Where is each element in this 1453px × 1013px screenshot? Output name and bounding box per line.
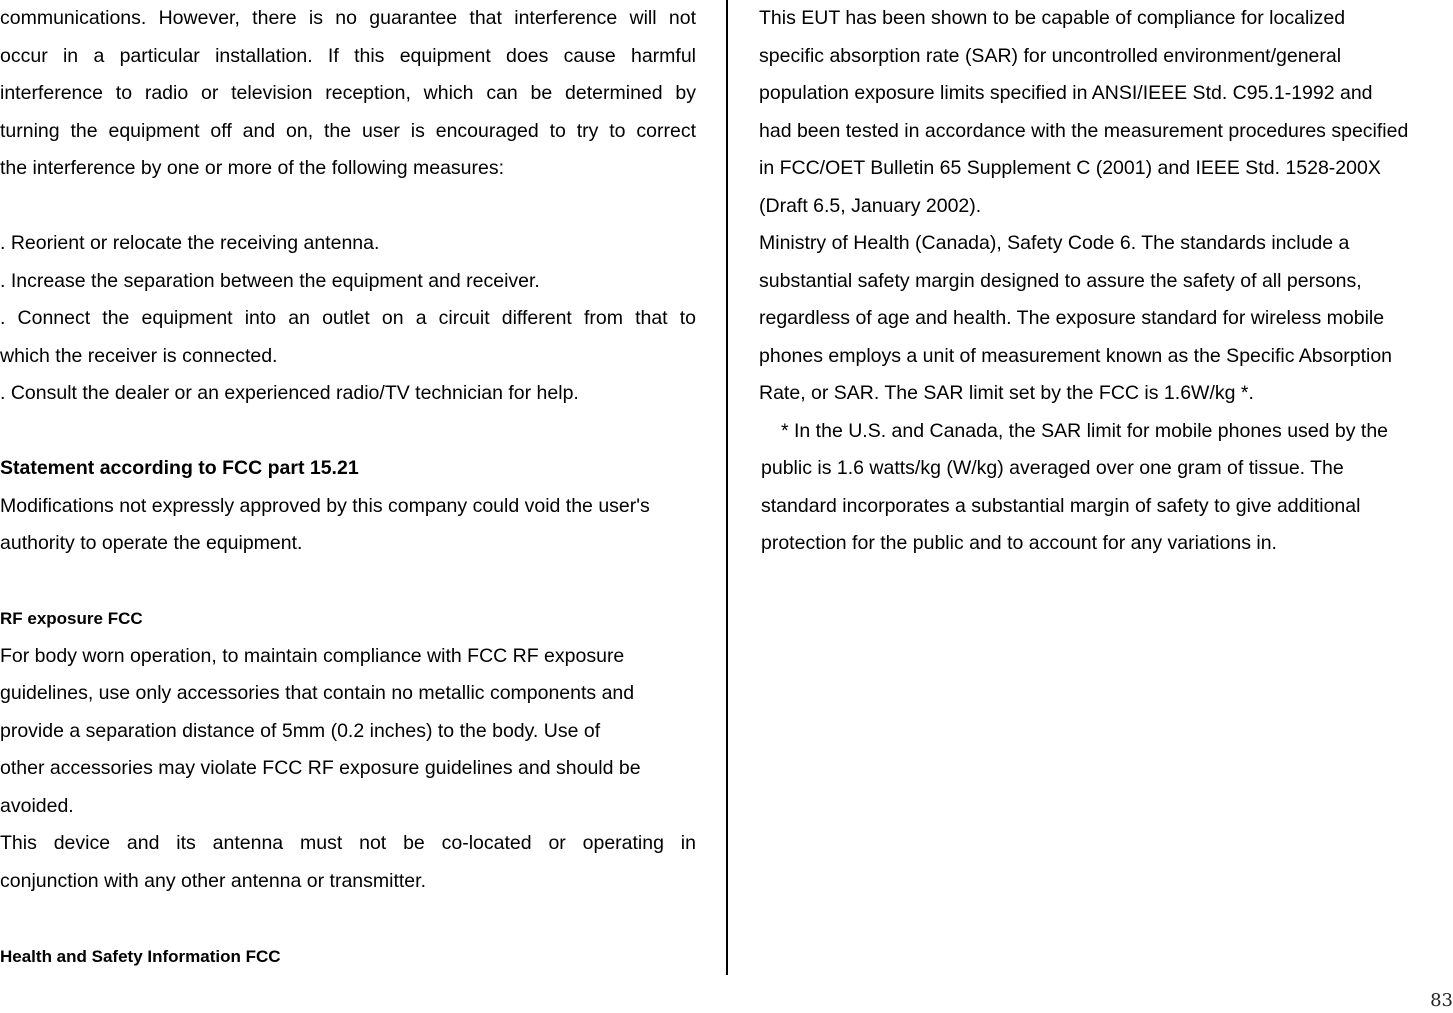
right-column (759, 0, 1453, 563)
column-divider (726, 0, 728, 975)
statement-heading: Statement according to FCC part 15.21 (0, 457, 359, 479)
paragraph-line: Ministry of Health (Canada), Safety Code 6. The standards include a (759, 232, 1350, 254)
paragraph-line: regardless of age and health. The exposure standard for wireless mobile (759, 307, 1385, 329)
paragraph-line: occur in a particular installation. If this equipment does cause harmful (0, 44, 696, 67)
paragraph-line: This EUT has been shown to be capable of compliance for localized (759, 7, 1346, 29)
paragraph-line: avoided. (0, 794, 74, 817)
paragraph-line: in FCC/OET Bulletin 65 Supplement C (2001) and IEEE Std. 1528-200X (759, 157, 1381, 179)
paragraph-line: This device and its antenna must not be co-located or operating in (0, 832, 696, 854)
paragraph-line: substantial safety margin designed to assure the safety of all persons, (759, 269, 1362, 292)
sar-note-line: protection for the public and to account for any variations in. (761, 532, 1277, 554)
sar-note-line: public is 1.6 watts/kg (W/kg) averaged over one gram of tissue. The (761, 457, 1344, 479)
paragraph-line: specific absorption rate (SAR) for uncontrolled environment/general (759, 44, 1342, 67)
paragraph-line: (Draft 6.5, January 2002). (759, 194, 982, 217)
measure-item: . Reorient or relocate the receiving antenna. (0, 232, 380, 254)
page-number: 83 (1430, 990, 1453, 1011)
paragraph-line: provide a separation distance of 5mm (0.2 inches) to the body. Use of (0, 719, 601, 742)
sar-note-line: * In the U.S. and Canada, the SAR limit for mobile phones used by the (781, 419, 1389, 442)
paragraph-line: the interference by one or more of the following measures: (0, 157, 505, 179)
paragraph-line: Modifications not expressly approved by this company could void the user's (0, 494, 650, 517)
paragraph-line: communications. However, there is no guarantee that interference will not (0, 7, 696, 29)
measure-item: which the receiver is connected. (0, 344, 278, 367)
rf-exposure-heading: RF exposure FCC (0, 609, 143, 628)
paragraph-line: conjunction with any other antenna or transmitter. (0, 869, 426, 892)
paragraph-line: For body worn operation, to maintain compliance with FCC RF exposure (0, 644, 625, 667)
paragraph-line: interference to radio or television reception, which can be determined by (0, 82, 696, 104)
paragraph-line: had been tested in accordance with the measurement procedures specified (759, 119, 1409, 142)
paragraph-line: authority to operate the equipment. (0, 532, 303, 554)
paragraph-line: Rate, or SAR. The SAR limit set by the FCC is 1.6W/kg *. (759, 382, 1254, 404)
paragraph-line: guidelines, use only accessories that contain no metallic components and (0, 682, 635, 704)
left-column (0, 0, 696, 975)
sar-note-line: standard incorporates a substantial margin of safety to give additional (761, 494, 1361, 517)
paragraph-line: other accessories may violate FCC RF exposure guidelines and should be (0, 757, 641, 779)
paragraph-line: turning the equipment off and on, the user is encouraged to try to correct (0, 119, 696, 142)
paragraph-line: phones employs a unit of measurement known as the Specific Absorption (759, 344, 1393, 367)
measure-item: . Increase the separation between the equipment and receiver. (0, 269, 540, 292)
paragraph-line: population exposure limits specified in ANSI/IEEE Std. C95.1-1992 and (759, 82, 1373, 104)
measure-item: . Connect the equipment into an outlet on a circuit different from that to (0, 307, 696, 329)
measure-item: . Consult the dealer or an experienced radio/TV technician for help. (0, 382, 579, 404)
health-safety-heading: Health and Safety Information FCC (0, 946, 281, 966)
